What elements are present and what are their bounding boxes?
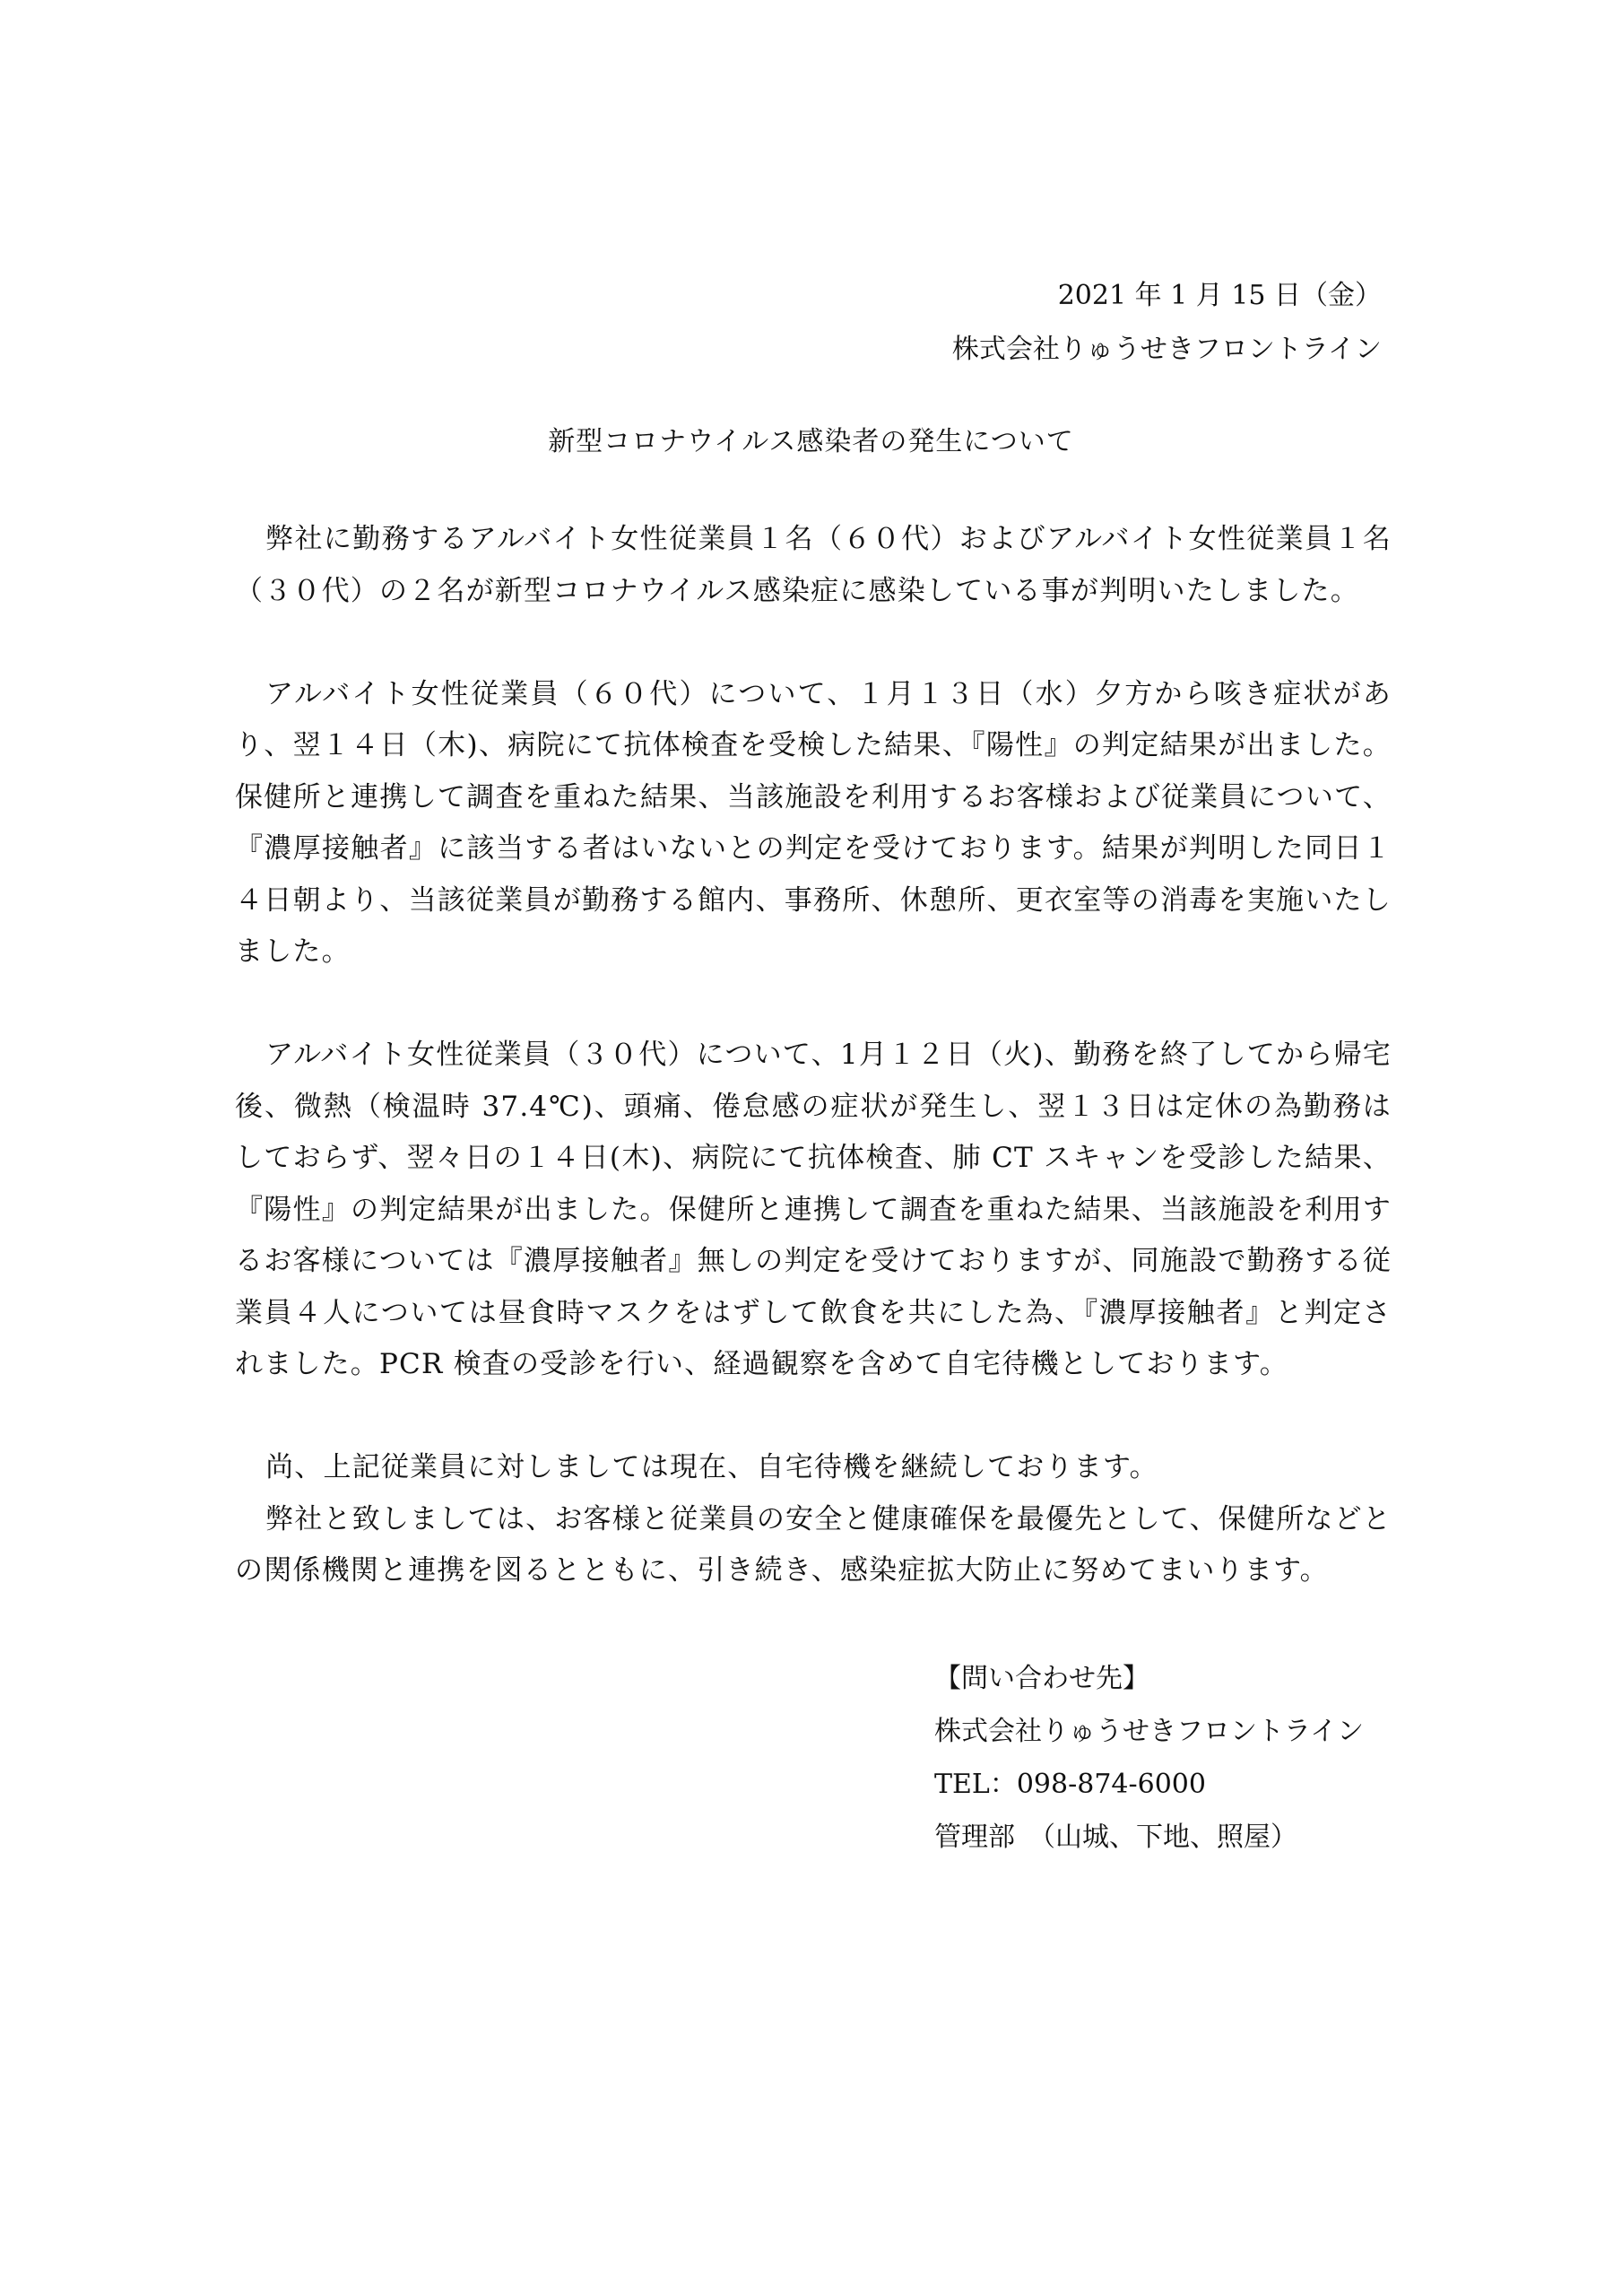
document-title: 新型コロナウイルス感染者の発生について [548, 426, 1074, 457]
paragraph-employee-30s: アルバイト女性従業員（３０代）について、1月１２日（火)、勤務を終了してから帰宅後、微熱（検温時 37.4℃)、頭痛、倦怠感の症状が発生し、翌１３日は定休の為勤務はしておらず、翌々日の１４日(木)、病院にて抗体検査、肺 CT スキャンを受診した結果、『陽性』の判定結果が出ました。保健所と連携して調査を重ねた結果、当該施設を利用するお客様については『濃厚接触者』無しの判定を受けておりますが、同施設で勤務する従業員４人については昼食時マスクをはずして飲食を共にした為、『濃厚接触者』と判定されました。PCR 検査の受診を行い、経過観察を含めて自宅待機としております。 [235, 1039, 1392, 1380]
issuing-company: 株式会社りゅうせきフロントライン [951, 334, 1382, 365]
paragraph-announcement: 弊社に勤務するアルバイト女性従業員１名（６０代）およびアルバイト女性従業員１名（３０代）の２名が新型コロナウイルス感染症に感染している事が判明いたしました。 [235, 523, 1392, 607]
paragraph-employee-60s: アルバイト女性従業員（６０代）について、１月１３日（水）夕方から咳き症状があり、翌１４日（木)、病院にて抗体検査を受検した結果、『陽性』の判定結果が出ました。保健所と連携して調査を重ねた結果、当該施設を利用するお客様および従業員について、『濃厚接触者』に該当する者はいないとの判定を受けております。結果が判明した同日１４日朝より、当該従業員が勤務する館内、事務所、休憩所、更衣室等の消毒を実施いたしました。 [235, 677, 1392, 968]
contact-info [934, 1652, 1364, 1864]
contact-heading: 【問い合わせ先】 [934, 1663, 1149, 1694]
issue-date: 2021 年 1 月 15 日（金） [1057, 280, 1382, 311]
paragraph-home-isolation: 尚、上記従業員に対しましては現在、自宅待機を継続しております。 [265, 1451, 1158, 1483]
contact-company: 株式会社りゅうせきフロントライン [934, 1716, 1365, 1747]
paragraph-company-policy: 弊社と致しましては、お客様と従業員の安全と健康確保を最優先として、保健所などとの関係機関と連携を図るとともに、引き続き、感染症拡大防止に努めてまいります。 [235, 1502, 1392, 1587]
document-header [952, 269, 1382, 377]
contact-phone: TEL：098-874-6000 [934, 1769, 1206, 1800]
contact-department: 管理部 （山城、下地、照屋） [934, 1822, 1297, 1853]
document-body [235, 514, 1392, 1597]
